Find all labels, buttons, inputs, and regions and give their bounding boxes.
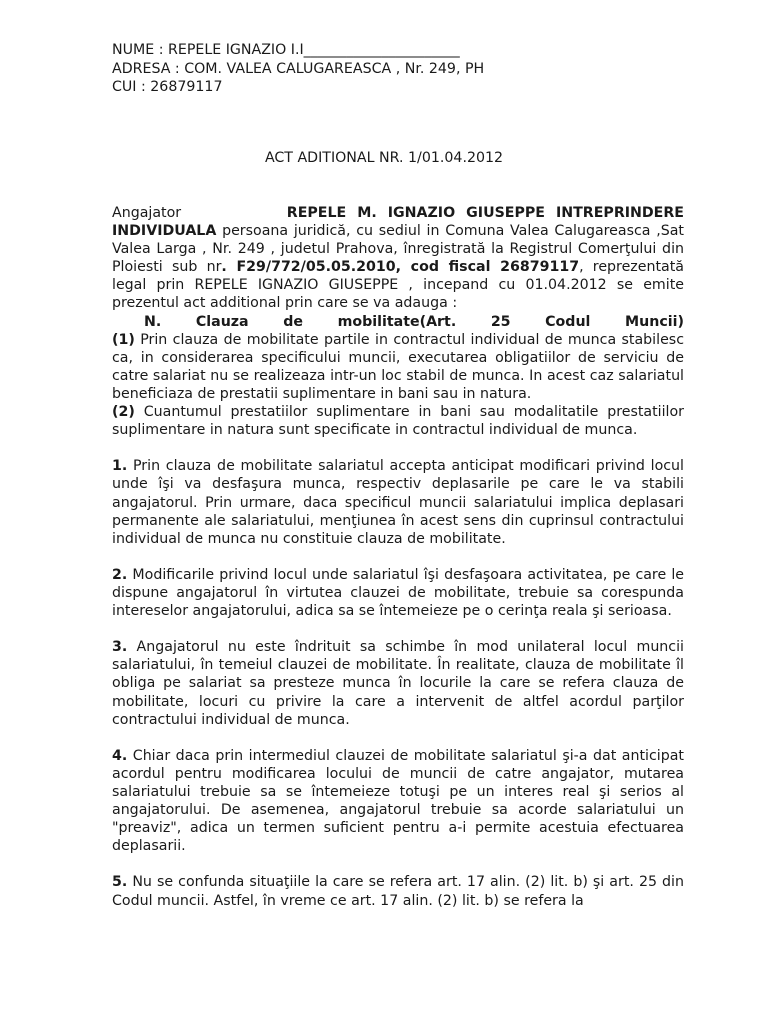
- point-number: 3.: [112, 639, 128, 656]
- point-text: Angajatorul nu este îndrituit sa schimbe în mod unilateral locul muncii salariatului, în temeiul clauzei de mobilitate. În realitate, clauza de mobilitate îl obliga pe salariat sa presteze munca în locurile la care se refera clauza de mobilitate, locuri cu privire la care a intervenit de altfel acordul parţilor contractului individual de munca.: [112, 639, 684, 728]
- clause-heading: [112, 313, 684, 331]
- point-5: [112, 873, 684, 909]
- point-1: [112, 457, 684, 547]
- employer-address-line: ADRESA : COM. VALEA CALUGAREASCA , Nr. 249, PH: [112, 60, 485, 77]
- document-body: [112, 204, 684, 910]
- point-text: Nu se confunda situaţiile la care se refera art. 17 alin. (2) lit. b) şi art. 25 din Codul muncii. Astfel, în vreme ce art. 17 alin. (2) lit. b) se refera la: [112, 874, 684, 909]
- point-number: 4.: [112, 747, 128, 764]
- clause-heading-word: mobilitate(Art.: [337, 313, 457, 330]
- clause-heading-word: 25: [490, 313, 511, 330]
- intro-text-3: , reprezentată legal prin REPELE IGNAZIO GIUSEPPE , incepand cu 01.04.2012 se emite prezentul act additional prin care se va adauga :: [112, 259, 684, 312]
- point-4: [112, 747, 684, 856]
- subclause-2-label: (2): [112, 404, 135, 421]
- employer-name-bold: REPELE M. IGNAZIO GIUSEPPE INTREPRINDERE INDIVIDUALA: [112, 205, 684, 240]
- point-number: 5.: [112, 874, 128, 891]
- employer-cui-line: CUI : 26879117: [112, 79, 223, 95]
- subclause-1-label: (1): [112, 331, 135, 348]
- intro-text-2: persoana juridică, cu sediul in Comuna Valea Calugareasca ,Sat Valea Larga , Nr. 249 , judetul Prahova, înregistrată la Registrul Comerţului din Ploiesti sub nr: [112, 223, 684, 276]
- intro-paragraph: [112, 204, 684, 313]
- point-number: 1.: [112, 458, 128, 475]
- point-2: [112, 566, 684, 620]
- subclause-2: [112, 403, 684, 439]
- point-number: 2.: [112, 566, 128, 583]
- point-3: [112, 638, 684, 728]
- clause-heading-word: Muncii): [625, 313, 684, 330]
- point-text: Prin clauza de mobilitate salariatul accepta anticipat modificari privind locul unde îşi va desfaşura munca, respectiv deplasarile pe care le va stabili angajatorul. Prin urmare, daca specificul muncii salariatului implica deplasari permanente ale salariatului, menţiunea în acest sens din cuprinsul contractului individual de munca nu constituie clauza de mobilitate.: [112, 458, 684, 547]
- registration-bold: . F29/772/05.05.2010, cod fiscal 26879117: [221, 259, 580, 276]
- intro-text-1: Angajator: [112, 205, 182, 221]
- document-title: ACT ADITIONAL NR. 1/01.04.2012: [264, 150, 504, 166]
- employer-header: [112, 41, 484, 97]
- clause-heading-word: Codul: [545, 313, 591, 330]
- clause-heading-word: Clauza: [195, 313, 249, 330]
- employer-name-line: NUME : REPELE IGNAZIO I.I______________________: [112, 42, 460, 58]
- subclause-2-text: Cuantumul prestatiilor suplimentare in bani sau modalitatile prestatiilor suplimentare in natura sunt specificate in contractul individual de munca.: [112, 404, 684, 439]
- subclause-1: [112, 331, 684, 403]
- point-text: Chiar daca prin intermediul clauzei de mobilitate salariatul şi-a dat anticipat acordul pentru modificarea locului de muncii de catre angajator, mutarea salariatului trebuie sa se întemeieze totuşi pe un interes real şi serios al angajatorului. De asemenea, angajatorul trebuie sa acorde salariatului un "preaviz", adica un termen suficient pentru a-i permite acestuia efectuarea deplasarii.: [112, 747, 684, 855]
- point-text: Modificarile privind locul unde salariatul îşi desfaşoara activitatea, pe care le dispune angajatorul în virtutea clauzei de mobilitate, trebuie sa corespunda intereselor angajatorului, adica sa se întemeieze pe o cerinţa reala şi serioasa.: [112, 566, 684, 620]
- clause-heading-word: de: [283, 313, 303, 330]
- clause-heading-word: N.: [144, 313, 162, 330]
- subclause-1-text: Prin clauza de mobilitate partile in contractul individual de munca stabilesc ca, in considerarea specificului muncii, executarea obligatiilor de serviciu de catre salariat nu se realizeaza intr-un loc stabil de munca. In acest caz salariatul beneficiaza de prestatii suplimentare in bani sau in natura.: [112, 331, 684, 402]
